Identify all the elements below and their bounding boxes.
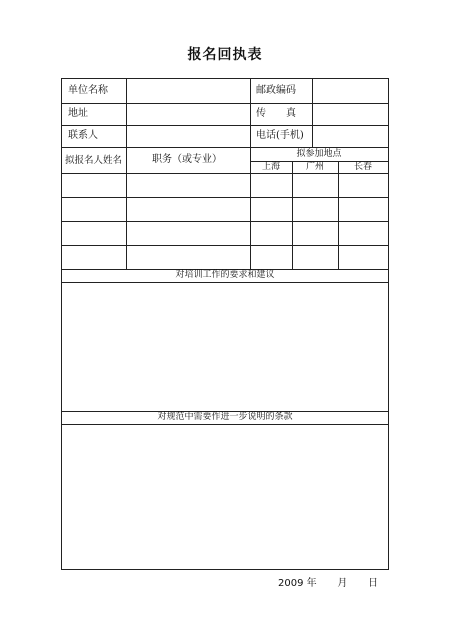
row-divider bbox=[62, 221, 388, 222]
location-header: 拟参加地点 bbox=[296, 149, 342, 159]
signature-date bbox=[278, 574, 378, 589]
date-day: 日 bbox=[367, 578, 378, 589]
row-divider bbox=[62, 424, 388, 425]
col-divider bbox=[250, 79, 251, 147]
col-divider bbox=[126, 79, 127, 147]
contact-label: 联系人 bbox=[68, 130, 98, 141]
location-guangzhou: 广州 bbox=[305, 162, 324, 172]
postal-code-label: 邮政编码 bbox=[256, 85, 296, 96]
unit-name-label: 单位名称 bbox=[68, 85, 108, 96]
row-divider bbox=[62, 282, 388, 283]
position-header: 职务（或专业） bbox=[152, 154, 222, 165]
fax-label: 传 真 bbox=[256, 108, 296, 119]
location-changchun: 长春 bbox=[353, 162, 372, 172]
row-divider bbox=[62, 197, 388, 198]
row-divider bbox=[62, 125, 388, 126]
col-divider bbox=[292, 161, 293, 269]
col-divider bbox=[338, 161, 339, 269]
phone-label: 电话(手机) bbox=[256, 130, 304, 141]
registration-form-table bbox=[61, 78, 389, 570]
applicant-name-header: 拟报名人姓名 bbox=[65, 155, 123, 166]
date-month: 月 bbox=[337, 578, 348, 589]
address-label: 地址 bbox=[68, 108, 88, 119]
form-title: 报名回执表 bbox=[187, 47, 263, 63]
training-requirements-header: 对培训工作的要求和建议 bbox=[175, 270, 275, 280]
col-divider bbox=[312, 79, 313, 147]
col-divider bbox=[126, 147, 127, 269]
row-divider bbox=[62, 147, 388, 148]
location-shanghai: 上海 bbox=[261, 162, 280, 172]
spec-clauses-header: 对规范中需要作进一步说明的条款 bbox=[157, 412, 293, 422]
row-divider bbox=[62, 103, 388, 104]
row-divider bbox=[62, 245, 388, 246]
date-year: 2009 年 bbox=[278, 578, 317, 589]
row-divider bbox=[62, 173, 388, 174]
